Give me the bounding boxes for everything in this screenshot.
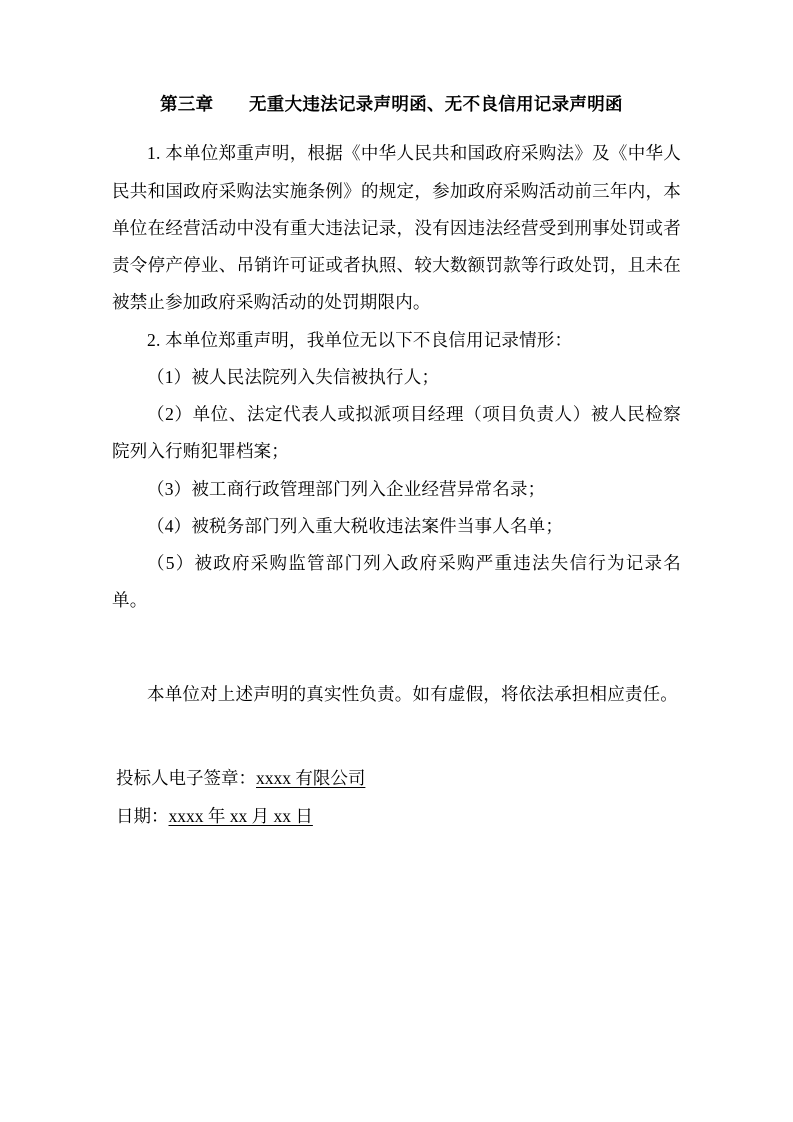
paragraph-declaration-1: 1. 本单位郑重声明，根据《中华人民共和国政府采购法》及《中华人民共和国政府采购法实施条例》的规定，参加政府采购活动前三年内，本单位在经营活动中没有重大违法记录，没有因违法经营受到刑事处罚或者责令停产停业、吊销许可证或者执照、较大数额罚款等行政处罚，且未在被禁止参加政府采购活动的处罚期限内。 <box>112 143 681 313</box>
list-item: （5）被政府采购监管部门列入政府采购严重违法失信行为记录名单。 <box>112 553 681 611</box>
paragraph-closing: 本单位对上述声明的真实性负责。如有虚假，将依法承担相应责任。 <box>147 683 678 704</box>
bidder-signature-line <box>112 759 681 798</box>
date-label: 日期： <box>116 806 169 827</box>
paragraph-declaration-2: 2. 本单位郑重声明，我单位无以下不良信用记录情形： <box>147 329 573 350</box>
list-item: （1）被人民法院列入失信被执行人； <box>147 366 440 387</box>
list-item: （4）被税务部门列入重大税收违法案件当事人名单； <box>147 515 564 536</box>
date-line <box>112 797 681 836</box>
list-item: （3）被工商行政管理部门列入企业经营异常名录； <box>147 478 546 499</box>
spacer <box>112 713 681 759</box>
date-value: xxxx 年 xx 月 xx 日 <box>168 806 313 827</box>
signature-block <box>112 759 681 836</box>
bidder-signature-value: xxxx 有限公司 <box>256 767 366 788</box>
page-title: 第三章 无重大违法记录声明函、无不良信用记录声明函 <box>160 94 623 114</box>
spacer <box>112 620 681 676</box>
bidder-signature-label: 投标人电子签章： <box>116 767 256 788</box>
list-item: （2）单位、法定代表人或拟派项目经理（项目负责人）被人民检察院列入行贿犯罪档案； <box>112 404 681 462</box>
